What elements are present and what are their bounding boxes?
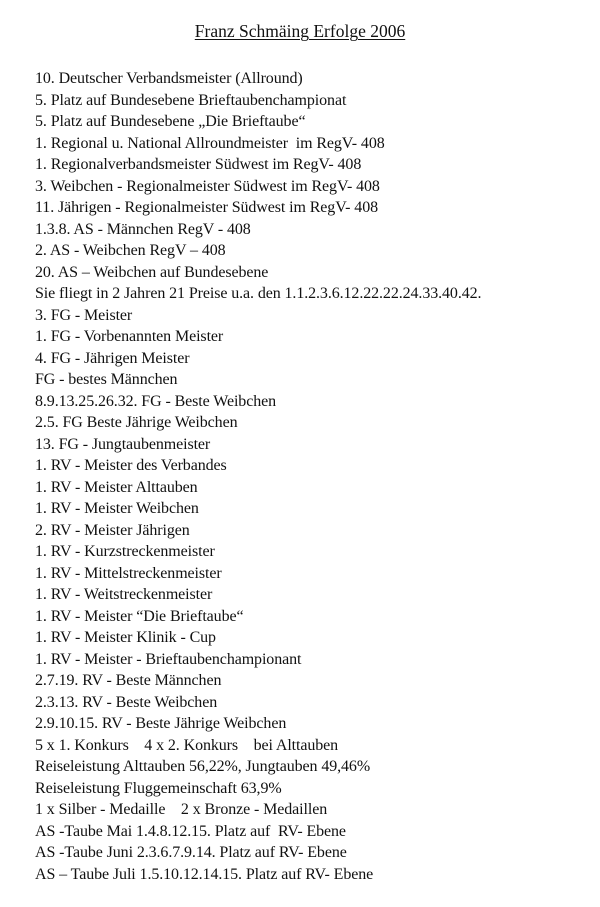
achievement-line: 5. Platz auf Bundesebene Brieftaubenchampionat (35, 91, 347, 109)
achievement-line: AS – Taube Juli 1.5.10.12.14.15. Platz auf RV- Ebene (35, 865, 374, 883)
achievement-line: 1. FG - Vorbenannten Meister (35, 328, 224, 345)
document-title-text: Franz Schmäing Erfolge 2006 (194, 21, 406, 41)
achievement-line: 1. RV - Weitstreckenmeister (35, 586, 213, 603)
achievement-line: 1. RV - Meister - Brieftaubenchampionant (35, 650, 302, 668)
achievement-line: 1.3.8. AS - Männchen RegV - 408 (35, 220, 251, 238)
achievement-line: 3. FG - Meister (35, 306, 133, 324)
achievement-line: 2. RV - Meister Jährigen (35, 521, 190, 539)
achievement-line: 1. Regionalverbandsmeister Südwest im RegV- 408 (35, 156, 362, 173)
achievement-line: AS -Taube Mai 1.4.8.12.15. Platz auf RV- Ebene (35, 822, 346, 840)
achievement-line: 2.3.13. RV - Beste Weibchen (35, 693, 218, 711)
achievement-list (35, 68, 595, 885)
achievement-line: 20. AS – Weibchen auf Bundesebene (35, 263, 269, 281)
achievement-line: 10. Deutscher Verbandsmeister (Allround) (35, 70, 303, 87)
achievement-line: 1. RV - Kurzstreckenmeister (35, 543, 215, 560)
achievement-line: 2.5. FG Beste Jährige Weibchen (35, 414, 238, 431)
achievement-line: 1. RV - Meister Klinik - Cup (35, 629, 216, 646)
achievement-line: Reiseleistung Fluggemeinschaft 63,9% (35, 779, 282, 797)
achievement-line: 4. FG - Jährigen Meister (35, 349, 190, 367)
achievement-line: FG - bestes Männchen (35, 371, 178, 388)
achievement-line: AS -Taube Juni 2.3.6.7.9.14. Platz auf RV- Ebene (35, 844, 347, 861)
achievement-line: 1. RV - Meister Alttauben (35, 478, 198, 496)
achievement-line: Sie fliegt in 2 Jahren 21 Preise u.a. den 1.1.2.3.6.12.22.22.24.33.40.42. (35, 285, 482, 302)
achievement-line: 5 x 1. Konkurs 4 x 2. Konkurs bei Alttauben (35, 736, 339, 754)
achievement-line: 1. RV - Meister des Verbandes (35, 457, 227, 474)
achievement-line: 1 x Silber - Medaille 2 x Bronze - Medaillen (35, 801, 328, 818)
achievement-line: 2.7.19. RV - Beste Männchen (35, 672, 222, 689)
achievement-line: 1. Regional u. National Allroundmeister im RegV- 408 (35, 134, 385, 152)
achievement-line: 1. RV - Mittelstreckenmeister (35, 564, 222, 582)
achievement-line: 2.9.10.15. RV - Beste Jährige Weibchen (35, 715, 287, 732)
achievement-line: 1. RV - Meister “Die Brieftaube“ (35, 607, 244, 625)
achievement-line: 13. FG - Jungtaubenmeister (35, 435, 211, 453)
achievement-line: 8.9.13.25.26.32. FG - Beste Weibchen (35, 392, 277, 410)
achievement-line: 3. Weibchen - Regionalmeister Südwest im RegV- 408 (35, 177, 380, 195)
achievement-line: 2. AS - Weibchen RegV – 408 (35, 242, 226, 259)
document-title (0, 20, 600, 42)
achievement-line: 1. RV - Meister Weibchen (35, 500, 199, 517)
achievement-line: 11. Jährigen - Regionalmeister Südwest im RegV- 408 (35, 199, 379, 216)
achievement-line: 5. Platz auf Bundesebene „Die Brieftaube“ (35, 113, 306, 130)
achievement-line: Reiseleistung Alttauben 56,22%, Jungtauben 49,46% (35, 758, 371, 775)
